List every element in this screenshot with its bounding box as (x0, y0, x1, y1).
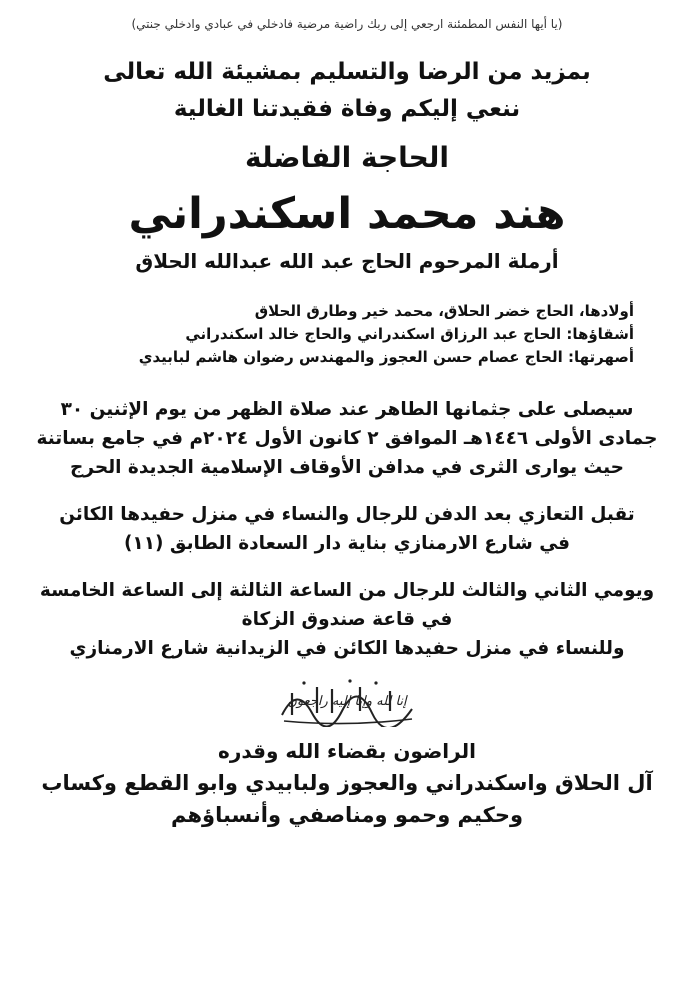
deceased-name: هند محمد اسكندراني (128, 189, 566, 239)
funeral-line: حيث يوارى الثرى في مدافن الأوقاف الإسلامية الجديدة الحرج (70, 457, 624, 478)
calligraphy-text: إنا لله وإنا إليه راجعون (287, 694, 407, 709)
signatories-line: وحكيم وحمو ومناصفي وأنسباؤهم (170, 803, 524, 827)
following-days-paragraph (22, 576, 672, 663)
quran-verse-header: (يا أيها النفس المطمئنة ارجعي إلى ربك راضية مرضية فادخلي في عبادي وادخلي جنتي) (131, 17, 563, 31)
funeral-line: سيصلى على جثمانها الطاهر عند صلاة الظهر من يوم الإثنين ٣٠ (60, 399, 634, 420)
funeral-prayer-paragraph (22, 395, 672, 482)
following-days-line: وللنساء في منزل حفيدها الكائن في الزيدانية شارع الارمنازي (69, 638, 625, 659)
family-siblings: أشقاؤها: الحاج عبد الرزاق اسكندراني والحاج خالد اسكندراني (185, 325, 634, 343)
calligraphy-icon (272, 675, 422, 727)
condolences-paragraph (22, 500, 672, 558)
honorific-title: الحاجة الفاضلة (245, 141, 449, 174)
following-days-line: في قاعة صندوق الزكاة (241, 609, 453, 630)
quran-calligraphy (22, 673, 672, 729)
widow-of-line: أرملة المرحوم الحاج عبد الله عبدالله الحلاق (135, 249, 559, 273)
family-list (22, 300, 672, 369)
intro-line: ننعي إليكم وفاة فقيدتنا الغالية (173, 96, 521, 122)
closing-line: الراضون بقضاء الله وقدره (218, 739, 476, 763)
signatories-line: آل الحلاق واسكندراني والعجوز ولبابيدي وابو القطع وكساب (41, 771, 653, 795)
family-children: أولادها، الحاج خضر الحلاق، محمد خير وطارق الحلاق (254, 302, 634, 320)
signatories-block (22, 767, 672, 831)
family-in-laws: أصهرتها: الحاج عصام حسن العجوز والمهندس رضوان هاشم لبابيدي (138, 348, 634, 366)
condolences-line: في شارع الارمنازي بناية دار السعادة الطابق (١١) (123, 533, 571, 554)
condolences-line: تقبل التعازي بعد الدفن للرجال والنساء في منزل حفيدها الكائن (59, 504, 635, 525)
funeral-line: جمادى الأولى ١٤٤٦هـ الموافق ٢ كانون الأول ٢٠٢٤م في جامع بساتنة (36, 428, 658, 449)
following-days-line: ويومي الثاني والثالث للرجال من الساعة الثالثة إلى الساعة الخامسة (39, 580, 655, 601)
intro-line: بمزيد من الرضا والتسليم بمشيئة الله تعالى (103, 59, 591, 85)
intro-block (22, 54, 672, 128)
